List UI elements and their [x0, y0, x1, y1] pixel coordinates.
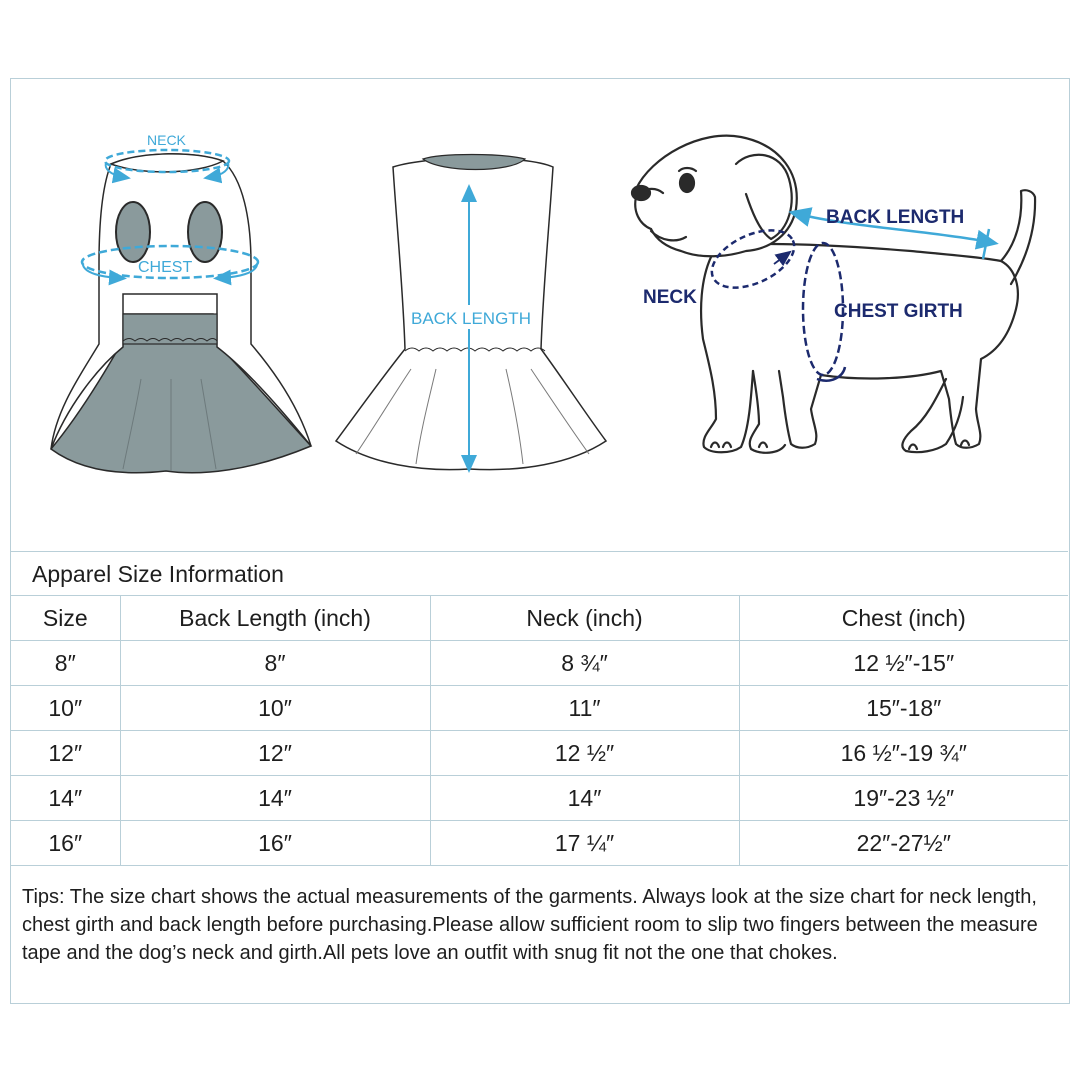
cell-back-length: 14″	[120, 776, 430, 821]
header-back-length: Back Length (inch)	[120, 596, 430, 641]
size-chart-frame	[10, 78, 1070, 1004]
header-chest: Chest (inch)	[739, 596, 1068, 641]
table-row	[11, 641, 1068, 686]
section-title: Apparel Size Information	[32, 561, 284, 587]
table-row	[11, 731, 1068, 776]
cell-back-length: 12″	[120, 731, 430, 776]
front-neck-label: NECK	[147, 132, 186, 148]
cell-chest: 15″-18″	[739, 686, 1068, 731]
table-header-row	[11, 596, 1068, 641]
header-neck: Neck (inch)	[430, 596, 739, 641]
cell-size: 16″	[11, 821, 120, 866]
dog-back-length-label: BACK LENGTH	[826, 207, 965, 228]
dress-back-illustration	[336, 155, 606, 470]
dog-chest-girth-label: CHEST GIRTH	[834, 301, 963, 322]
cell-neck: 14″	[430, 776, 739, 821]
cell-chest: 12 ½″-15″	[739, 641, 1068, 686]
table-row	[11, 776, 1068, 821]
cell-size: 14″	[11, 776, 120, 821]
cell-size: 12″	[11, 731, 120, 776]
cell-neck: 12 ½″	[430, 731, 739, 776]
cell-back-length: 10″	[120, 686, 430, 731]
cell-chest: 19″-23 ½″	[739, 776, 1068, 821]
table-row	[11, 686, 1068, 731]
section-title-bar	[11, 551, 1068, 595]
measurement-illustrations	[11, 79, 1068, 549]
cell-size: 10″	[11, 686, 120, 731]
size-table	[11, 595, 1068, 866]
back-length-label: BACK LENGTH	[411, 309, 531, 328]
tips-text: Tips: The size chart shows the actual measurements of the garments. Always look at the size chart for neck length, chest girth and back length before purchasing.Please allow sufficient room to slip two fingers between the measure tape and the dog’s neck and girth.All pets love an outfit with snug fit not the one that chokes.	[22, 886, 1038, 964]
cell-neck: 17 ¼″	[430, 821, 739, 866]
header-size: Size	[11, 596, 120, 641]
cell-neck: 8 ¾″	[430, 641, 739, 686]
dog-neck-label: NECK	[643, 287, 697, 308]
dress-front-illustration	[51, 132, 311, 473]
cell-size: 8″	[11, 641, 120, 686]
cell-chest: 16 ½″-19 ¾″	[739, 731, 1068, 776]
cell-neck: 11″	[430, 686, 739, 731]
cell-back-length: 8″	[120, 641, 430, 686]
cell-chest: 22″-27½″	[739, 821, 1068, 866]
front-chest-label: CHEST	[138, 259, 193, 276]
cell-back-length: 16″	[120, 821, 430, 866]
table-row	[11, 821, 1068, 866]
dog-measurements	[643, 207, 989, 381]
